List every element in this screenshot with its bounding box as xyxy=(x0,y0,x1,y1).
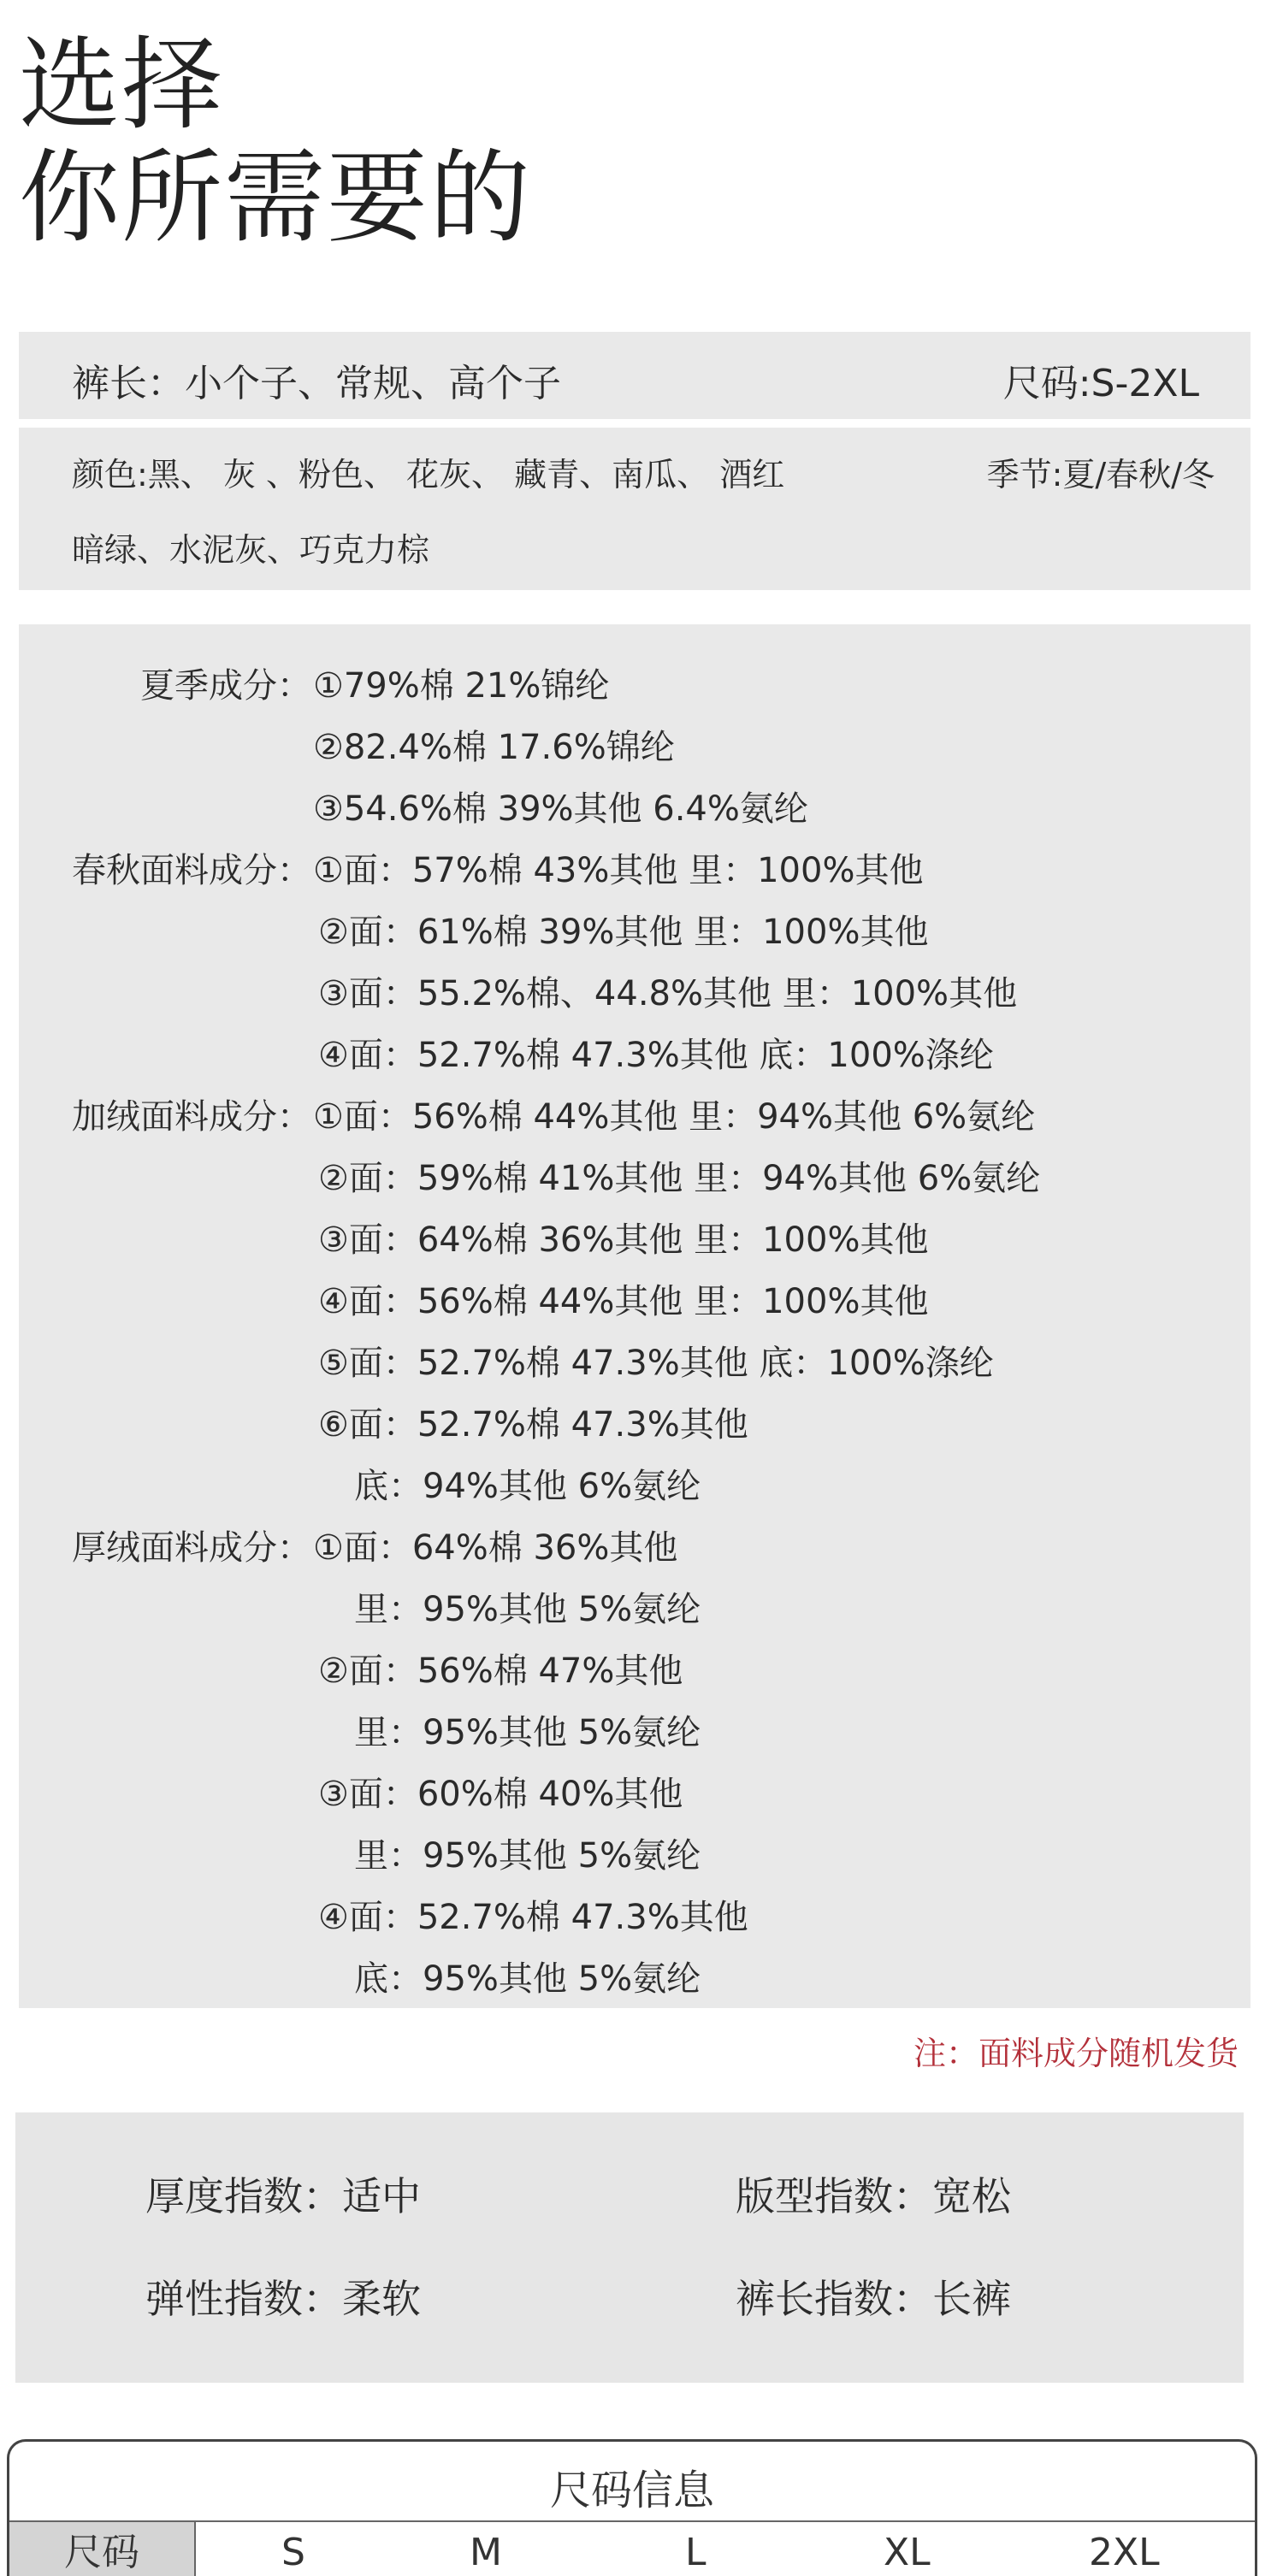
composition-panel xyxy=(19,624,1250,2008)
composition-line: 里：95%其他 5%氨纶 xyxy=(354,1590,701,1629)
fit-index: 版型指数：宽松 xyxy=(736,2173,1011,2219)
size-table-title: 尺码信息 xyxy=(549,2467,714,2514)
composition-line: ①79%棉 21%锦纶 xyxy=(313,666,610,706)
indices-panel xyxy=(15,2112,1244,2383)
basic-info-row2 xyxy=(19,428,1250,590)
size-header-cell: 尺码 xyxy=(9,2522,196,2576)
length-index: 裤长指数：长裤 xyxy=(736,2276,1011,2322)
size-cell: S xyxy=(281,2531,305,2574)
composition-line: ③面：55.2%棉、44.8%其他 里：100%其他 xyxy=(318,974,1018,1013)
composition-note: 注：面料成分随机发货 xyxy=(913,2035,1239,2072)
size-table xyxy=(7,2439,1257,2576)
composition-line: 里：95%其他 5%氨纶 xyxy=(354,1713,701,1752)
composition-line: 底：95%其他 5%氨纶 xyxy=(354,1959,701,1999)
composition-line: ④面：52.7%棉 47.3%其他 底：100%涤纶 xyxy=(318,1036,994,1075)
composition-line: ②面：56%棉 47%其他 xyxy=(318,1651,683,1691)
composition-line: ②82.4%棉 17.6%锦纶 xyxy=(313,728,675,767)
composition-line: ②面：59%棉 41%其他 里：94%其他 6%氨纶 xyxy=(318,1159,1041,1198)
composition-line: ④面：52.7%棉 47.3%其他 xyxy=(318,1898,748,1937)
composition-line: ①面：57%棉 43%其他 里：100%其他 xyxy=(313,851,924,890)
basic-info-row1 xyxy=(19,332,1250,419)
length-info: 裤长：小个子、常规、高个子 xyxy=(72,362,561,405)
fleece-label: 加绒面料成分： xyxy=(72,1097,311,1137)
heading-line2: 你所需要的 xyxy=(19,139,533,257)
elasticity-index: 弹性指数：柔软 xyxy=(145,2276,421,2322)
composition-line: ⑥面：52.7%棉 47.3%其他 xyxy=(318,1405,748,1445)
composition-line: ③54.6%棉 39%其他 6.4%氨纶 xyxy=(313,789,808,829)
composition-line: ⑤面：52.7%棉 47.3%其他 底：100%涤纶 xyxy=(318,1344,994,1383)
heading-line1: 选择 xyxy=(19,26,225,144)
size-cell: L xyxy=(685,2531,707,2574)
size-range: 尺码:S-2XL xyxy=(1002,362,1199,405)
composition-line: ①面：56%棉 44%其他 里：94%其他 6%氨纶 xyxy=(313,1097,1036,1137)
spring-label: 春秋面料成分： xyxy=(72,851,311,890)
composition-line: ③面：60%棉 40%其他 xyxy=(318,1775,683,1814)
size-header-row xyxy=(9,2520,1255,2576)
size-cell: M xyxy=(470,2531,502,2574)
composition-line: ④面：56%棉 44%其他 里：100%其他 xyxy=(318,1282,929,1321)
thickness-index: 厚度指数：适中 xyxy=(145,2173,421,2219)
composition-line: 底：94%其他 6%氨纶 xyxy=(354,1467,701,1506)
size-cell: 2XL xyxy=(1089,2531,1160,2574)
colors-line2: 暗绿、水泥灰、巧克力棕 xyxy=(72,531,430,569)
season-info: 季节:夏/春秋/冬 xyxy=(986,456,1215,493)
composition-line: ②面：61%棉 39%其他 里：100%其他 xyxy=(318,913,929,952)
composition-line: 里：95%其他 5%氨纶 xyxy=(354,1836,701,1876)
thick-label: 厚绒面料成分： xyxy=(72,1528,311,1568)
summer-label: 夏季成分： xyxy=(140,666,311,706)
composition-line: ①面：64%棉 36%其他 xyxy=(313,1528,678,1568)
colors-line1: 颜色:黑、 灰 、粉色、 花灰、 藏青、南瓜、 酒红 xyxy=(72,456,785,493)
composition-line: ③面：64%棉 36%其他 里：100%其他 xyxy=(318,1220,929,1260)
size-cell: XL xyxy=(884,2531,931,2574)
